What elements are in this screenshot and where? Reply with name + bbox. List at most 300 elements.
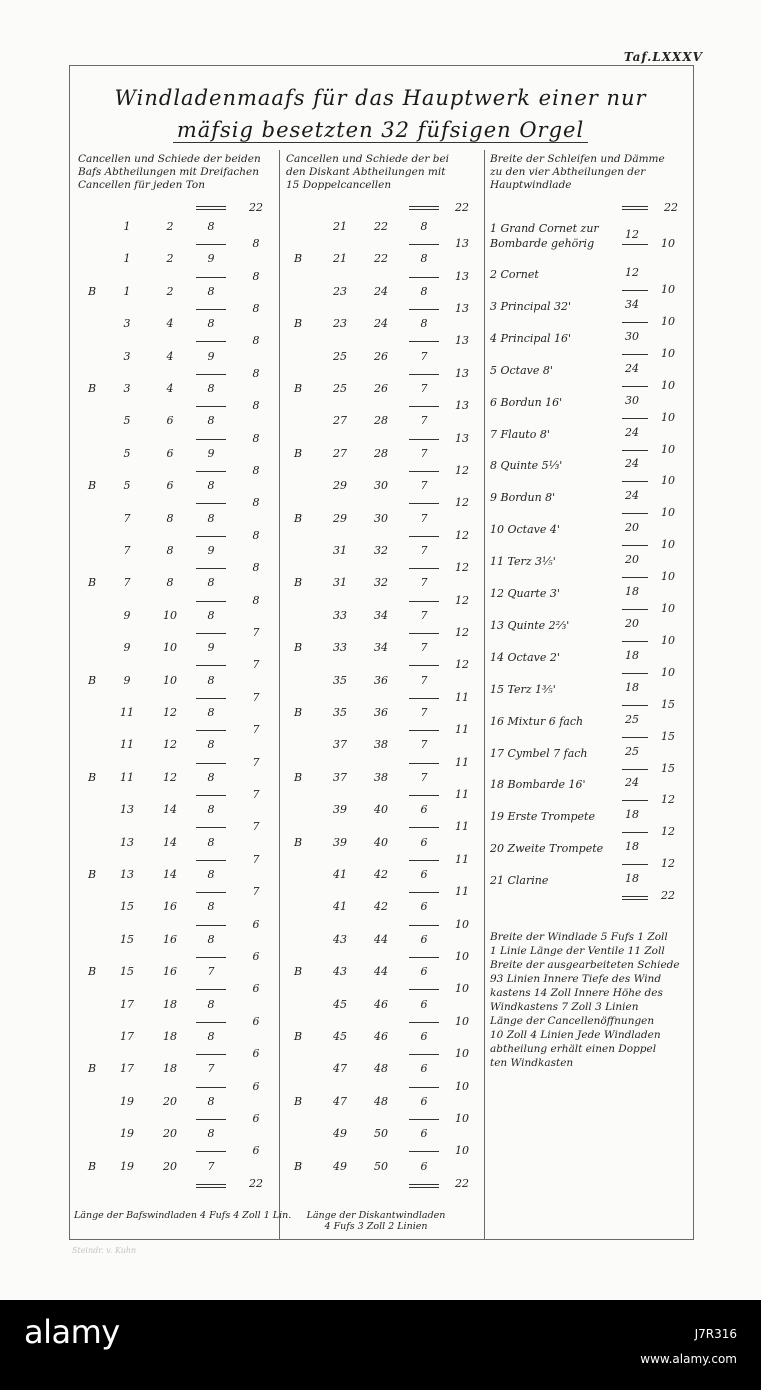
- bass-tone-1: 1: [123, 284, 131, 298]
- diskant-tone-1: 27: [333, 414, 347, 428]
- bass-schied-rule: [196, 698, 226, 699]
- diskant-schied-rule: [409, 439, 439, 440]
- bass-bass-marker: B: [88, 284, 97, 298]
- diskant-bass-marker: B: [294, 446, 303, 460]
- register-width: 20: [625, 616, 639, 630]
- diskant-tone-2: 36: [374, 706, 388, 719]
- diskant-schied-rule: [409, 860, 439, 861]
- bass-tone-2: 8: [166, 511, 174, 525]
- bass-tone-2: 20: [163, 1127, 177, 1141]
- register-damm: 10: [661, 378, 675, 392]
- bass-tone-1: 9: [123, 608, 131, 622]
- bass-cancel-width: 8: [207, 932, 215, 946]
- bass-schied-width: 8: [252, 269, 260, 283]
- bass-schied-rule: [196, 827, 226, 828]
- bass-tone-2: 18: [163, 997, 177, 1011]
- diskant-tone-1: 29: [333, 479, 347, 493]
- diskant-schied-rule: [409, 827, 439, 828]
- diskant-schied-width: 10: [455, 1079, 469, 1093]
- diskant-cancel-width: 7: [420, 479, 428, 493]
- diskant-bass-marker: B: [294, 1159, 303, 1173]
- diskant-cancel-width: 7: [420, 673, 428, 687]
- diskant-header-value: 22: [455, 201, 469, 214]
- bass-schied-rule: [196, 1022, 226, 1023]
- diskant-tone-1: 37: [333, 738, 347, 752]
- diskant-schied-rule: [409, 244, 439, 245]
- register-damm-rule: [622, 418, 648, 419]
- bass-schied-width: 7: [252, 723, 260, 737]
- diskant-tone-2: 38: [374, 738, 388, 752]
- diskant-bass-marker: B: [294, 511, 303, 525]
- diskant-header-rule: [409, 206, 439, 210]
- diskant-tone-2: 26: [374, 349, 388, 363]
- diskant-schied-rule: [409, 795, 439, 796]
- bass-tone-1: 5: [123, 414, 131, 428]
- diskant-cancel-width: 6: [420, 1094, 428, 1108]
- register-damm-rule: [622, 641, 648, 642]
- bass-cancel-width: 9: [207, 252, 215, 266]
- bass-cancel-width: 8: [207, 1094, 215, 1108]
- diskant-tone-2: 34: [374, 641, 388, 655]
- bass-tone-2: 14: [163, 835, 177, 849]
- diskant-schied-rule: [409, 1022, 439, 1023]
- diskant-schied-width: 11: [455, 723, 469, 737]
- bass-cancel-width: 8: [207, 576, 215, 590]
- bass-cancel-width: 7: [207, 1159, 215, 1173]
- diskant-tone-1: 39: [333, 835, 347, 849]
- diskant-tone-2: 26: [374, 382, 388, 395]
- diskant-cancel-width: 8: [420, 284, 428, 298]
- diskant-schied-width: 13: [455, 366, 469, 380]
- bass-cancel-width: 8: [207, 220, 215, 233]
- register-width: 34: [625, 297, 639, 311]
- watermark-logo: alamy: [24, 1313, 120, 1351]
- haupt-header-rule: [622, 206, 648, 210]
- diskant-tone-2: 40: [374, 803, 388, 817]
- register-damm: 10: [661, 602, 675, 615]
- diskant-tone-1: 39: [333, 803, 347, 817]
- diskant-schied-width: 12: [455, 464, 469, 477]
- diskant-cancel-width: 6: [420, 965, 428, 979]
- diskant-tone-1: 45: [333, 1030, 347, 1043]
- diskant-tone-1: 35: [333, 673, 347, 687]
- diskant-schied-rule: [409, 277, 439, 278]
- diskant-tone-1: 47: [333, 1062, 347, 1076]
- register-damm-rule: [622, 386, 648, 387]
- bass-schied-rule: [196, 439, 226, 440]
- bass-tone-1: 1: [123, 220, 131, 233]
- diskant-schied-rule: [409, 374, 439, 375]
- bass-tone-1: 13: [120, 835, 134, 849]
- register-width: 18: [625, 680, 639, 694]
- bass-tone-2: 10: [163, 673, 177, 687]
- diskant-cancel-width: 6: [420, 900, 428, 914]
- bass-cancel-width: 8: [207, 673, 215, 687]
- diskant-schied-width: 12: [455, 528, 469, 542]
- diskant-cancel-width: 6: [420, 932, 428, 946]
- diskant-cancel-width: 7: [420, 608, 428, 622]
- diskant-cancel-width: 7: [420, 382, 428, 395]
- diskant-cancel-width: 7: [420, 738, 428, 752]
- diskant-tone-1: 23: [333, 284, 347, 298]
- register-width: 12: [625, 228, 639, 241]
- diskant-tone-2: 28: [374, 446, 388, 460]
- diskant-cancel-width: 7: [420, 576, 428, 590]
- bass-schied-rule: [196, 989, 226, 990]
- register-damm: 10: [661, 314, 675, 328]
- bass-tone-2: 10: [163, 608, 177, 622]
- diskant-tone-2: 24: [374, 284, 388, 298]
- bass-tone-2: 4: [166, 382, 174, 395]
- diskant-schied-rule: [409, 892, 439, 893]
- diskant-cancel-width: 6: [420, 1030, 428, 1043]
- bass-bass-marker: B: [88, 479, 97, 493]
- diskant-cancel-width: 7: [420, 706, 428, 719]
- bass-schied-width: 6: [252, 950, 260, 963]
- register-width: 12: [625, 266, 639, 279]
- diskant-bass-marker: B: [294, 641, 303, 655]
- bass-cancel-width: 7: [207, 965, 215, 979]
- diskant-tone-2: 28: [374, 414, 388, 428]
- register-damm-rule: [622, 290, 648, 291]
- bass-tone-1: 11: [120, 770, 134, 784]
- bass-tone-2: 6: [166, 414, 174, 428]
- bass-bass-marker: B: [88, 965, 97, 979]
- bass-schied-width: 6: [252, 982, 260, 996]
- bass-schied-width: 8: [252, 496, 260, 510]
- diskant-tone-1: 33: [333, 641, 347, 655]
- diskant-tone-1: 25: [333, 382, 347, 395]
- bass-tone-1: 19: [120, 1127, 134, 1141]
- diskant-tone-1: 45: [333, 997, 347, 1011]
- diskant-tone-1: 47: [333, 1094, 347, 1108]
- register-name: 18 Bombarde 16': [490, 778, 586, 792]
- bass-tone-2: 20: [163, 1094, 177, 1108]
- bass-tone-1: 19: [120, 1159, 134, 1173]
- bass-schied-rule: [196, 277, 226, 278]
- register-name: 4 Principal 16': [490, 331, 572, 345]
- diskant-cancel-width: 7: [420, 544, 428, 557]
- register-damm-rule: [622, 673, 648, 674]
- register-damm-rule: [622, 322, 648, 323]
- column-divider-2: [484, 150, 485, 1240]
- bass-cancel-width: 8: [207, 1030, 215, 1043]
- register-damm-rule: [622, 450, 648, 451]
- bass-tone-1: 11: [120, 738, 134, 752]
- bass-tone-2: 10: [163, 641, 177, 655]
- diskant-tone-2: 30: [374, 479, 388, 493]
- bass-header-rule: [196, 206, 226, 210]
- diskant-schied-rule: [409, 763, 439, 764]
- register-damm: 10: [661, 633, 675, 647]
- diskant-tone-2: 48: [374, 1094, 388, 1108]
- diskant-schied-rule: [409, 536, 439, 537]
- diskant-schied-width: 12: [455, 626, 469, 639]
- register-name: 5 Octave 8': [490, 363, 553, 377]
- register-width: 18: [625, 585, 639, 598]
- bass-tone-2: 20: [163, 1159, 177, 1173]
- diskant-tone-2: 24: [374, 317, 388, 331]
- diskant-schied-rule: [409, 698, 439, 699]
- diskant-schied-width: 12: [455, 496, 469, 510]
- bass-tone-1: 5: [123, 446, 131, 460]
- bass-schied-rule: [196, 601, 226, 602]
- diskant-tone-1: 49: [333, 1127, 347, 1141]
- column-divider-1: [279, 150, 280, 1240]
- bass-tone-2: 8: [166, 576, 174, 590]
- bass-tone-2: 16: [163, 900, 177, 914]
- bass-schied-width: 7: [252, 788, 260, 801]
- register-width: 24: [625, 457, 639, 471]
- register-damm-rule: [622, 705, 648, 706]
- register-name: 21 Clarine: [490, 874, 549, 888]
- diskant-schied-width: 10: [455, 982, 469, 996]
- register-width: 24: [625, 425, 639, 439]
- register-damm-rule: [622, 244, 648, 245]
- register-name: 7 Flauto 8': [490, 427, 550, 441]
- bass-tone-1: 3: [123, 382, 131, 395]
- bass-tone-1: 3: [123, 317, 131, 331]
- diskant-schied-rule: [409, 1184, 439, 1188]
- diskant-tone-1: 27: [333, 446, 347, 460]
- bass-tone-1: 5: [123, 479, 131, 493]
- bass-schied-width: 6: [252, 1144, 260, 1158]
- diskant-cancel-width: 8: [420, 317, 428, 331]
- bass-schied-rule: [196, 1151, 226, 1152]
- bass-tone-2: 12: [163, 770, 177, 784]
- bass-cancel-width: 8: [207, 738, 215, 752]
- bass-schied-width: 6: [252, 1014, 260, 1028]
- bass-tone-2: 6: [166, 446, 174, 460]
- diskant-tone-2: 34: [374, 608, 388, 622]
- diskant-bass-marker: B: [294, 382, 303, 395]
- diskant-tone-2: 44: [374, 965, 388, 979]
- bass-schied-width: 6: [252, 1079, 260, 1093]
- bass-schied-rule: [196, 957, 226, 958]
- diskant-schied-width: 10: [455, 917, 469, 931]
- diskant-tone-1: 29: [333, 511, 347, 525]
- title-line-1: Windladenmaafs für das Hauptwerk einer nur: [114, 86, 647, 110]
- bass-tone-2: 14: [163, 868, 177, 881]
- bass-schied-rule: [196, 309, 226, 310]
- bass-tone-1: 11: [120, 706, 134, 719]
- register-width: 30: [625, 393, 639, 407]
- bass-schied-width: 6: [252, 1047, 260, 1061]
- diskant-schied-width: 11: [455, 885, 469, 899]
- register-width: 18: [625, 872, 639, 886]
- bass-schied-rule: [196, 536, 226, 537]
- bass-cancel-width: 8: [207, 414, 215, 428]
- bass-cancel-width: 9: [207, 446, 215, 460]
- register-width: 20: [625, 553, 639, 567]
- diskant-schied-rule: [409, 1151, 439, 1152]
- bass-tone-2: 2: [166, 220, 174, 233]
- bass-bass-marker: B: [88, 673, 97, 687]
- diskant-schied-width: 11: [455, 788, 469, 801]
- bass-schied-rule: [196, 763, 226, 764]
- diskant-schied-width: 11: [455, 755, 469, 769]
- diskant-tone-2: 32: [374, 576, 388, 590]
- diskant-schied-width: 13: [455, 302, 469, 315]
- bass-tone-2: 2: [166, 284, 174, 298]
- register-damm: 15: [661, 697, 675, 711]
- diskant-tone-1: 25: [333, 349, 347, 363]
- bass-schied-width: 8: [252, 366, 260, 380]
- diskant-tone-2: 32: [374, 544, 388, 557]
- bass-schied-rule: [196, 892, 226, 893]
- bass-schied-rule: [196, 1119, 226, 1120]
- header-hauptwindlade: Breite der Schleifen und Dämme zu den vier Abtheilungen der Hauptwindlade: [490, 153, 665, 191]
- register-damm: 10: [661, 570, 675, 584]
- register-damm: 22: [661, 889, 675, 903]
- diskant-tone-1: 41: [333, 868, 347, 881]
- diskant-tone-1: 21: [333, 220, 347, 233]
- bass-cancel-width: 9: [207, 349, 215, 363]
- diskant-tone-1: 35: [333, 706, 347, 719]
- register-damm-rule: [622, 800, 648, 801]
- diskant-tone-2: 48: [374, 1062, 388, 1076]
- diskant-bass-marker: B: [294, 965, 303, 979]
- register-width: 24: [625, 361, 639, 375]
- register-width: 25: [625, 712, 639, 726]
- watermark-url: www.alamy.com: [640, 1352, 737, 1366]
- register-name: 6 Bordun 16': [490, 395, 563, 409]
- bass-tone-1: 15: [120, 965, 134, 979]
- bass-schied-rule: [196, 633, 226, 634]
- diskant-schied-width: 10: [455, 1014, 469, 1028]
- register-damm: 15: [661, 729, 675, 743]
- diskant-schied-width: 13: [455, 334, 469, 348]
- bass-tone-2: 12: [163, 738, 177, 752]
- bass-cancel-width: 8: [207, 511, 215, 525]
- bass-bass-marker: B: [88, 770, 97, 784]
- bass-tone-2: 16: [163, 932, 177, 946]
- diskant-tone-2: 38: [374, 770, 388, 784]
- diskant-cancel-width: 7: [420, 641, 428, 655]
- diskant-schied-width: 11: [455, 820, 469, 834]
- bass-tone-1: 9: [123, 641, 131, 655]
- register-damm-rule: [622, 864, 648, 865]
- bass-tone-2: 2: [166, 252, 174, 266]
- diskant-schied-rule: [409, 957, 439, 958]
- bass-schied-rule: [196, 341, 226, 342]
- bass-schied-rule: [196, 374, 226, 375]
- register-name: 1 Grand Cornet zur Bombarde gehörig: [490, 222, 599, 250]
- diskant-tone-1: 43: [333, 932, 347, 946]
- diskant-tone-1: 33: [333, 608, 347, 622]
- bass-schied-rule: [196, 503, 226, 504]
- register-damm-rule: [622, 545, 648, 546]
- diskant-cancel-width: 7: [420, 414, 428, 428]
- diskant-tone-1: 23: [333, 317, 347, 331]
- bass-schied-rule: [196, 1087, 226, 1088]
- register-name: 17 Cymbel 7 fach: [490, 746, 588, 760]
- bass-schied-rule: [196, 1184, 226, 1188]
- diskant-schied-width: 11: [455, 852, 469, 866]
- printer-credit: Steindr. v. Kuhn: [72, 1246, 137, 1255]
- diskant-cancel-width: 6: [420, 997, 428, 1011]
- register-damm-rule: [622, 769, 648, 770]
- diskant-tone-2: 40: [374, 835, 388, 849]
- bass-schied-rule: [196, 244, 226, 245]
- bass-tone-1: 15: [120, 932, 134, 946]
- diskant-schied-width: 13: [455, 399, 469, 413]
- bass-schied-width: 8: [252, 237, 260, 251]
- bass-schied-width: 8: [252, 528, 260, 542]
- diskant-cancel-width: 6: [420, 1062, 428, 1076]
- register-damm: 10: [661, 346, 675, 360]
- bass-tone-1: 3: [123, 349, 131, 363]
- bass-cancel-width: 8: [207, 608, 215, 622]
- register-damm-rule: [622, 609, 648, 610]
- diskant-cancel-width: 7: [420, 446, 428, 460]
- diskant-tone-1: 49: [333, 1159, 347, 1173]
- register-damm: 12: [661, 825, 675, 839]
- bass-schied-rule: [196, 471, 226, 472]
- register-damm-rule: [622, 832, 648, 833]
- bass-bass-marker: B: [88, 382, 97, 395]
- register-damm: 15: [661, 761, 675, 775]
- diskant-schied-width: 22: [455, 1176, 469, 1190]
- diskant-bass-marker: B: [294, 706, 303, 719]
- bass-schied-width: 8: [252, 399, 260, 413]
- diskant-schied-rule: [409, 1119, 439, 1120]
- diskant-schied-width: 10: [455, 1112, 469, 1125]
- bass-cancel-width: 9: [207, 641, 215, 655]
- diskant-tone-2: 50: [374, 1159, 388, 1173]
- bass-cancel-width: 8: [207, 1127, 215, 1141]
- diskant-schied-rule: [409, 341, 439, 342]
- register-width: 18: [625, 840, 639, 854]
- diskant-bass-marker: B: [294, 317, 303, 331]
- register-damm: 10: [661, 538, 675, 552]
- register-name: 14 Octave 2': [490, 650, 560, 664]
- bass-cancel-width: 8: [207, 284, 215, 298]
- bass-header-value: 22: [249, 201, 263, 214]
- register-damm-rule: [622, 481, 648, 482]
- bass-cancel-width: 9: [207, 544, 215, 557]
- bass-tone-1: 9: [123, 673, 131, 687]
- bass-tone-2: 14: [163, 803, 177, 817]
- diskant-tone-2: 46: [374, 1030, 388, 1043]
- register-name: 16 Mixtur 6 fach: [490, 714, 584, 728]
- bass-cancel-width: 8: [207, 479, 215, 493]
- bass-tone-1: 17: [120, 1030, 134, 1043]
- bass-tone-2: 6: [166, 479, 174, 493]
- register-name: 20 Zweite Trompete: [490, 842, 604, 856]
- diskant-cancel-width: 6: [420, 868, 428, 881]
- bass-cancel-width: 8: [207, 835, 215, 849]
- register-width: 25: [625, 744, 639, 758]
- diskant-tone-1: 31: [333, 576, 347, 590]
- bass-tone-1: 7: [123, 511, 131, 525]
- register-name: 15 Terz 1⅗': [490, 682, 556, 696]
- diskant-bass-marker: B: [294, 576, 303, 590]
- diskant-tone-2: 22: [374, 252, 388, 266]
- diskant-bass-marker: B: [294, 770, 303, 784]
- bass-schied-rule: [196, 925, 226, 926]
- bass-cancel-width: 7: [207, 1062, 215, 1076]
- register-width: 24: [625, 776, 639, 790]
- diskant-tone-2: 22: [374, 220, 388, 233]
- diskant-tone-2: 36: [374, 673, 388, 687]
- register-width: 18: [625, 808, 639, 822]
- diskant-schied-width: 10: [455, 1047, 469, 1061]
- register-name: 19 Erste Trompete: [490, 810, 595, 824]
- bass-schied-width: 22: [249, 1176, 263, 1190]
- bass-schied-width: 8: [252, 334, 260, 348]
- title-line-2-text: mäfsig besetzten 32 füfsigen Orgel: [173, 118, 588, 143]
